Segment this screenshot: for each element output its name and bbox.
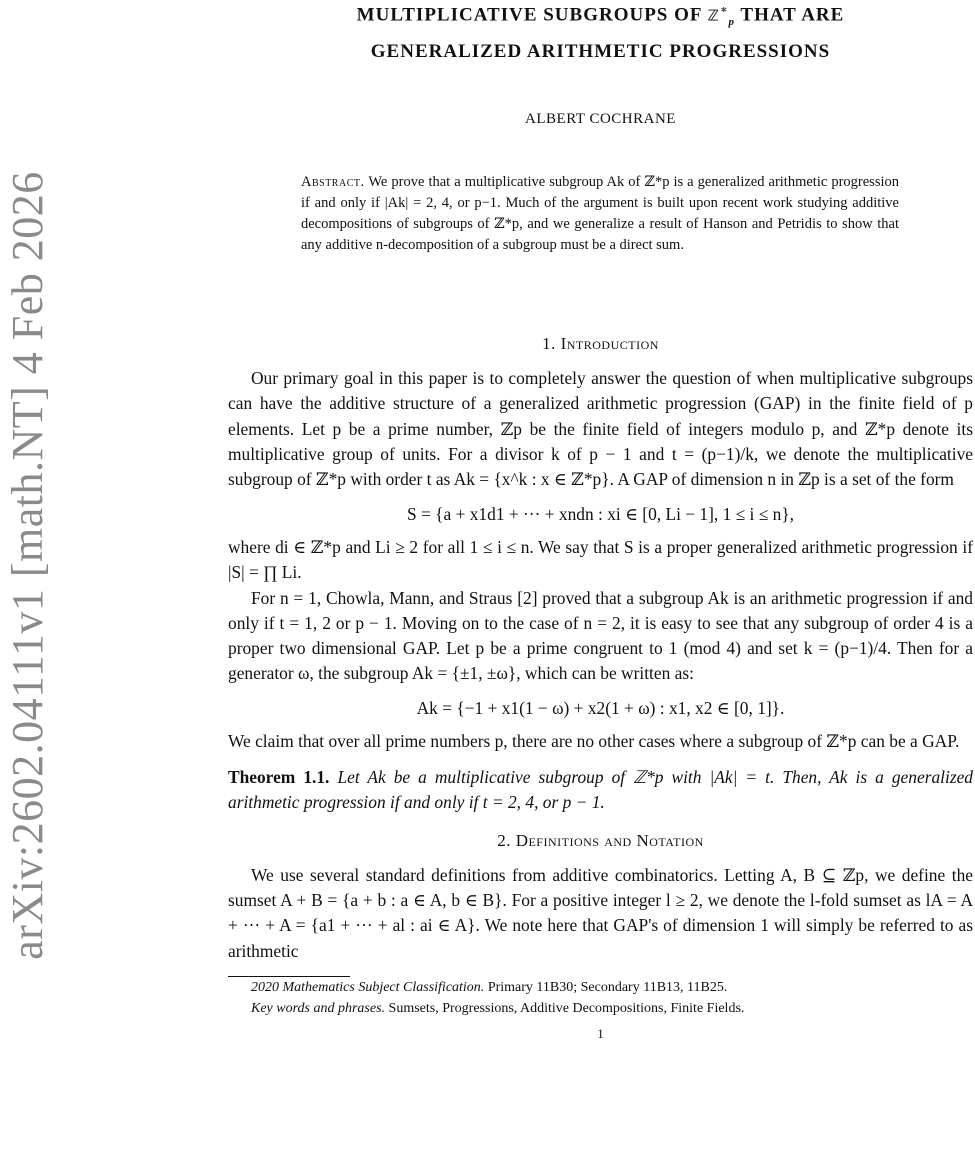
arxiv-identifier: arXiv:2602.04111v1 [math.NT] 4 Feb 2026 [2, 170, 52, 960]
page-number: 1 [597, 1025, 604, 1041]
theorem-label: Theorem 1.1. [228, 766, 330, 787]
keywords-label: Key words and phrases. [251, 1000, 386, 1016]
intro-paragraph-3: For n = 1, Chowla, Mann, and Straus [2] proved that a subgroup Ak is an arithmetic progression if and only if t = 1, 2 or p − 1. Moving on to the case of n = 2, it is easy to see that any subgroup of order 4 is a proper two dimensional GAP. Let p be a prime congruent to 1 (mod 4) and set k = (p−1)/4. Then for a generator ω, the subgroup Ak = {±1, ±ω}, which can be written as: [228, 587, 973, 684]
footnote-keywords [251, 998, 973, 1019]
intro-paragraph-2: where di ∈ ℤ*p and Li ≥ 2 for all 1 ≤ i ≤ n. We say that S is a proper generalized arithmetic progression if |S| = ∏ Li. [228, 537, 973, 583]
gap-definition-equation: S = {a + x1d1 + ··· + xndn : xi ∈ [0, Li − 1], 1 ≤ i ≤ n}, [406, 504, 795, 525]
definitions-paragraph-1: We use several standard definitions from additive combinatorics. Letting A, B ⊆ ℤp, we define the sumset A + B = {a + b : a ∈ A, b ∈ B}. For a positive integer l ≥ 2, we denote the l-fold sumset as lA = A + ··· + A = {a1 + ··· + al : ai ∈ A}. We note here that GAP's of dimension 1 will simply be referred to as arithmetic [228, 864, 973, 961]
abstract [301, 172, 899, 256]
paper-title [228, 0, 973, 66]
subgroup-equation: Ak = {−1 + x1(1 − ω) + x2(1 + ω) : x1, x2 ∈ [0, 1]}. [416, 698, 785, 719]
intro-paragraph-4: We claim that over all prime numbers p, there are no other cases where a subgroup of ℤ*p can be a GAP. [228, 731, 960, 752]
author-name: ALBERT COCHRANE [525, 111, 676, 128]
theorem-1-1 [228, 765, 973, 815]
theorem-statement: Let Ak be a multiplicative subgroup of ℤ*p with |Ak| = t. Then, Ak is a generalized arithmetic progression if and only if t = 2, 4, or p − 1. [228, 766, 973, 812]
intro-paragraph-1: Our primary goal in this paper is to completely answer the question of when multiplicative subgroups can have the additive structure of a generalized arithmetic progression (GAP) in the finite field of p elements. Let p be a prime number, ℤp be the finite field of integers modulo p, and ℤ*p denote its multiplicative group of units. For a divisor k of p − 1 and t = (p−1)/k, we denote the multiplicative subgroup of ℤ*p with order t as Ak = {x^k : x ∈ ℤ*p}. A GAP of dimension n in ℤp is a set of the form [228, 368, 973, 489]
section-heading-definitions: 2. Definitions and Notation [497, 830, 704, 850]
keywords-text: Sumsets, Progressions, Additive Decompositions, Finite Fields. [388, 1000, 745, 1016]
msc-text: Primary 11B30; Secondary 11B13, 11B25. [487, 979, 728, 995]
title-line-2: GENERALIZED ARITHMETIC PROGRESSIONS [370, 41, 831, 63]
section-heading-introduction: 1. Introduction [542, 334, 659, 354]
abstract-label: Abstract. [301, 174, 365, 191]
footnote-msc [251, 977, 973, 998]
abstract-text: We prove that a multiplicative subgroup Ak of ℤ*p is a generalized arithmetic progression if and only if |Ak| = 2, 4, or p−1. Much of the argument is built upon recent work studying additive decompositions of subgroups of ℤ*p, and we generalize a result of Hanson and Petridis to show that any additive n-decomposition of a subgroup must be a direct sum. [301, 174, 899, 254]
title-line-1: MULTIPLICATIVE SUBGROUPS OF ℤ∗$_p$ THAT ARE [356, 4, 845, 29]
arxiv-sidebar [0, 170, 62, 960]
msc-label: 2020 Mathematics Subject Classification. [251, 979, 485, 995]
paper-page [228, 0, 973, 1042]
